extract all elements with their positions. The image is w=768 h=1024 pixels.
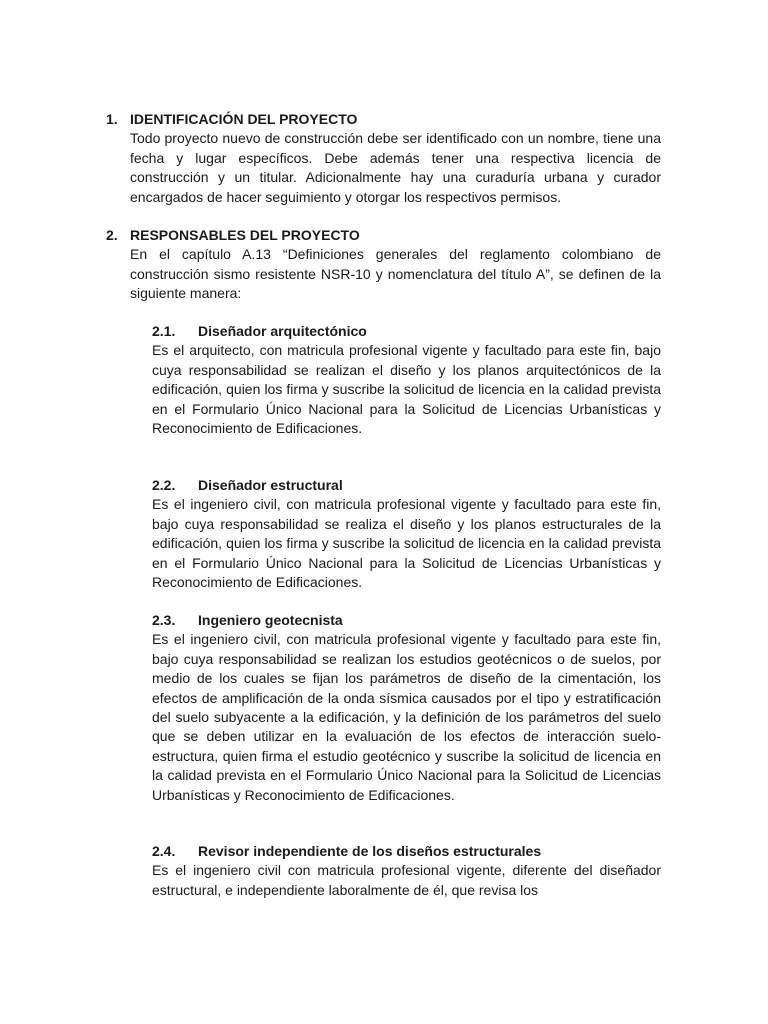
subsection-title: Diseñador arquitectónico (198, 323, 367, 339)
subsection-heading (152, 322, 661, 341)
subsection-number: 2.3. (152, 612, 176, 628)
subsection-disenador-arquitectonico (152, 322, 661, 438)
subsection-number: 2.4. (152, 843, 176, 859)
subsection-number: 2.1. (152, 323, 176, 339)
subsection-ingeniero-geotecnista (152, 611, 661, 805)
subsection-paragraph: Es el ingeniero civil con matricula profesional vigente, diferente del diseñador estructural, e independiente laboralmente de él, que revisa los (152, 862, 661, 898)
subsection-revisor-independiente (152, 842, 661, 900)
section-identificacion (106, 110, 661, 207)
section-title: IDENTIFICACIÓN DEL PROYECTO (130, 111, 358, 127)
section-paragraph: Todo proyecto nuevo de construcción debe ser identificado con un nombre, tiene una fecha y lugar específicos. Debe además tener una respectiva licencia de construcción y un titular. Adicionalmente hay una curaduría urbana y curador encargados de hacer seguimiento y otorgar los respectivos permisos. (130, 130, 661, 205)
subsection-heading (152, 476, 661, 495)
subsection-title: Revisor independiente de los diseños estructurales (198, 843, 542, 859)
subsection-paragraph: Es el arquitecto, con matricula profesional vigente y facultado para este fin, bajo cuya responsabilidad se realizan el diseño y los planos arquitectónicos de la edificación, quien los firma y suscribe la solicitud de licencia en la calidad prevista en el Formulario Único Nacional para la Solicitud de Licencias Urbanísticas y Reconocimiento de Edificaciones. (152, 342, 661, 437)
section-responsables (106, 226, 661, 304)
section-heading (106, 110, 661, 129)
subsection-paragraph: Es el ingeniero civil, con matricula profesional vigente y facultado para este fin, bajo cuya responsabilidad se realizan los estudios geotécnicos o de suelos, por medio de los cuales se fijan los parámetros de diseño de la cimentación, los efectos de amplificación de la onda sísmica causados por el tipo y estratificación del suelo subyacente a la edificación, y la definición de los parámetros del suelo que se deben utilizar en la evaluación de los efectos de interacción suelo-estructura, quien firma el estudio geotécnico y suscribe la solicitud de licencia en la calidad prevista en el Formulario Único Nacional para la Solicitud de Licencias Urbanísticas y Reconocimiento de Edificaciones. (152, 631, 661, 803)
section-number: 1. (106, 111, 118, 127)
section-number: 2. (106, 227, 118, 243)
subsection-number: 2.2. (152, 477, 176, 493)
subsection-title: Ingeniero geotecnista (198, 612, 343, 628)
section-title: RESPONSABLES DEL PROYECTO (130, 227, 360, 243)
section-heading (106, 226, 661, 245)
subsection-title: Diseñador estructural (198, 477, 343, 493)
section-paragraph: En el capítulo A.13 “Definiciones generales del reglamento colombiano de construcción sismo resistente NSR-10 y nomenclatura del título A”, se definen de la siguiente manera: (130, 246, 661, 302)
subsection-disenador-estructural (152, 476, 661, 592)
subsection-heading (152, 842, 661, 861)
subsection-heading (152, 611, 661, 630)
subsection-paragraph: Es el ingeniero civil, con matricula profesional vigente y facultado para este fin, bajo cuya responsabilidad se realiza el diseño y los planos estructurales de la edificación, quien los firma y suscribe la solicitud de licencia en la calidad prevista en el Formulario Único Nacional para la Solicitud de Licencias Urbanísticas y Reconocimiento de Edificaciones. (152, 496, 661, 591)
